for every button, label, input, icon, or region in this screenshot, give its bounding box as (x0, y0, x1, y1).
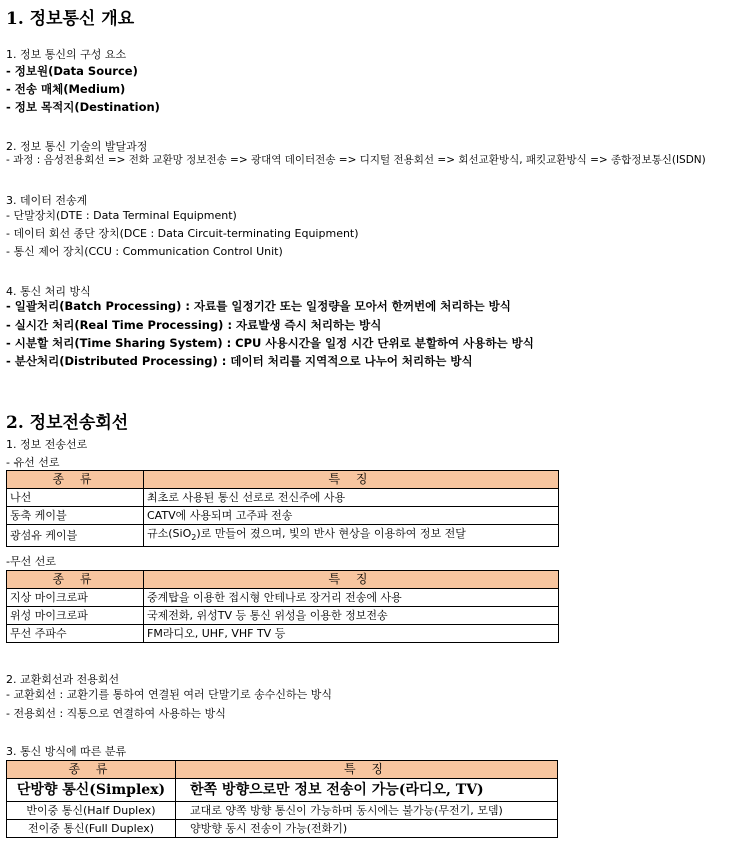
table-row (7, 820, 558, 838)
s2-title: 2. 정보 통신 기술의 발달과정 (6, 140, 148, 153)
method-header-type: 종 류 (7, 761, 176, 779)
cell: 전이중 통신(Full Duplex) (7, 820, 176, 838)
s4-item: - 실시간 처리(Real Time Processing) : 자료발생 즉시 처리하는 방식 (6, 318, 382, 332)
table-row (7, 489, 559, 507)
cell: 동축 케이블 (7, 507, 144, 525)
s4-item: - 분산처리(Distributed Processing) : 데이터 처리를 지역적으로 나누어 처리하는 방식 (6, 354, 473, 368)
s4-item: - 일괄처리(Batch Processing) : 자료를 일정기간 또는 일정량을 모아서 한꺼번에 처리하는 방식 (6, 299, 511, 313)
cell-text: )로 만들어 졌으며, 빛의 반사 현상을 이용하여 정보 전달 (196, 527, 466, 540)
cell: 나선 (7, 489, 144, 507)
method-header-feature: 특 징 (176, 761, 558, 779)
table-row (7, 779, 558, 802)
cell: 지상 마이크로파 (7, 589, 144, 607)
wireless-header-type: 종 류 (7, 571, 144, 589)
cell: 위성 마이크로파 (7, 607, 144, 625)
cell: 중계탑을 이용한 접시형 안테나로 장거리 전송에 사용 (144, 589, 559, 607)
section1-title: 1. 정보통신 개요 (6, 9, 135, 29)
cell: 광섬유 케이블 (7, 525, 144, 547)
table-row (7, 525, 559, 547)
comm-method-title: 3. 통신 방식에 따른 분류 (6, 745, 127, 758)
switching-item: - 교환회선 : 교환기를 통하여 연결된 여러 단말기로 송수신하는 방식 (6, 688, 333, 701)
cell-text: 규소(SiO (147, 527, 192, 540)
wired-label: - 유선 선로 (6, 456, 60, 469)
s4-title: 4. 통신 처리 방식 (6, 285, 91, 298)
cell: 단방향 통신(Simplex) (7, 779, 176, 802)
switching-title: 2. 교환회선과 전용회선 (6, 673, 120, 686)
transmission-title: 1. 정보 전송선로 (6, 438, 88, 451)
table-row (7, 607, 559, 625)
wired-header-type: 종 류 (7, 471, 144, 489)
wired-header-feature: 특 징 (144, 471, 559, 489)
s3-item: - 단말장치(DTE : Data Terminal Equipment) (6, 209, 237, 222)
cell: 국제전화, 위성TV 등 통신 위성을 이용한 정보전송 (144, 607, 559, 625)
table-row (7, 625, 559, 643)
wireless-header-feature: 특 징 (144, 571, 559, 589)
s1-item: - 정보원(Data Source) (6, 64, 138, 78)
table-row (7, 507, 559, 525)
section2-title: 2. 정보전송회선 (6, 413, 129, 433)
s1-item: - 정보 목적지(Destination) (6, 100, 160, 114)
s3-title: 3. 데이터 전송계 (6, 194, 88, 207)
s3-item: - 데이터 회선 종단 장치(DCE : Data Circuit-terminating Equipment) (6, 227, 359, 240)
cell: 한쪽 방향으로만 정보 전송이 가능(라디오, TV) (176, 779, 558, 802)
cell: CATV에 사용되며 고주파 전송 (144, 507, 559, 525)
comm-method-table (6, 760, 558, 838)
cell: 최초로 사용된 통신 선로로 전신주에 사용 (144, 489, 559, 507)
table-row (7, 802, 558, 820)
s4-item: - 시분할 처리(Time Sharing System) : CPU 사용시간을 일정 시간 단위로 분할하여 사용하는 방식 (6, 336, 534, 350)
cell (144, 525, 559, 547)
cell: 무선 주파수 (7, 625, 144, 643)
switching-item: - 전용회선 : 직통으로 연결하여 사용하는 방식 (6, 707, 226, 720)
wireless-label: -무선 선로 (6, 555, 56, 568)
wireless-table (6, 570, 559, 643)
cell: 교대로 양쪽 방향 통신이 가능하며 동시에는 불가능(무전기, 모뎀) (176, 802, 558, 820)
s1-item: - 전송 매체(Medium) (6, 82, 126, 96)
cell: 양방향 동시 전송이 가능(전화기) (176, 820, 558, 838)
wired-table (6, 470, 559, 547)
cell: 반이중 통신(Half Duplex) (7, 802, 176, 820)
table-row (7, 589, 559, 607)
subscript: 2 (191, 533, 197, 543)
s1-title: 1. 정보 통신의 구성 요소 (6, 48, 127, 61)
s2-item: - 과정 : 음성전용회선 => 전화 교환망 정보전송 => 광대역 데이터전송 => 디지털 전용회선 => 회선교환방식, 패킷교환방식 => 종합정보통신(ISDN) (6, 154, 706, 166)
s3-item: - 통신 제어 장치(CCU : Communication Control Unit) (6, 245, 283, 258)
cell: FM라디오, UHF, VHF TV 등 (144, 625, 559, 643)
